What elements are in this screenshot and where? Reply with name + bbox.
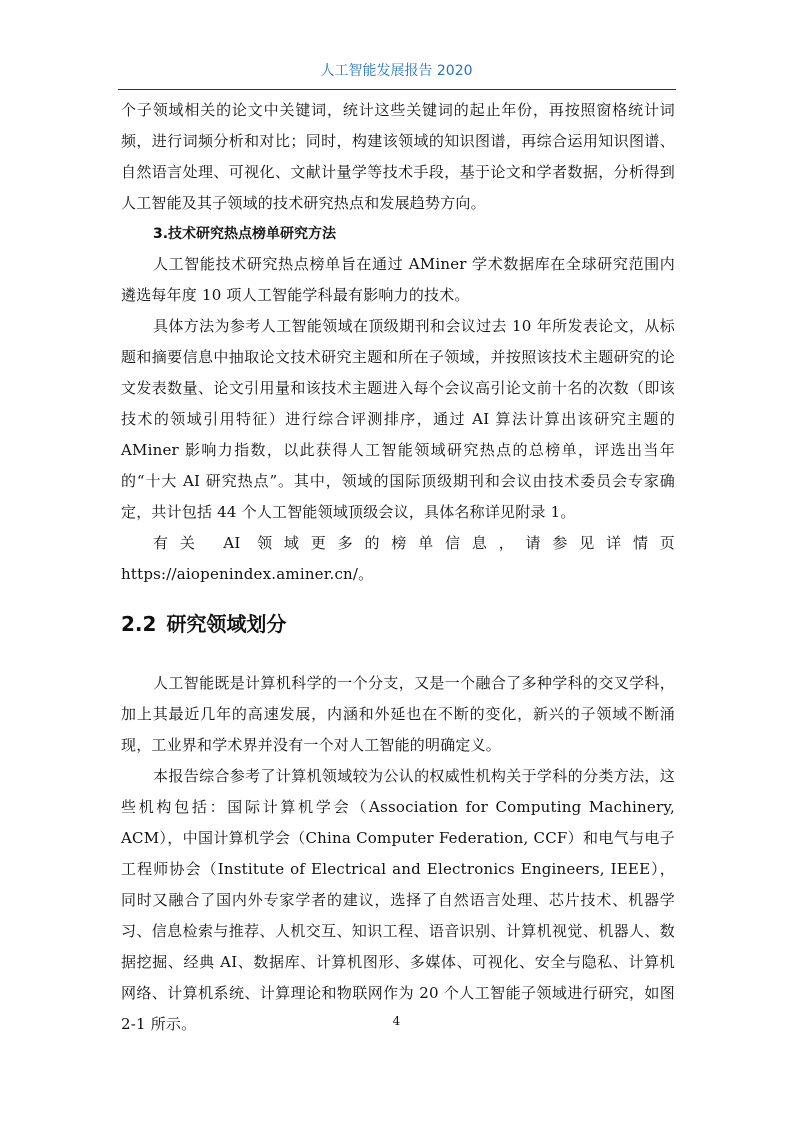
running-header-title: 人工智能发展报告 2020 xyxy=(320,63,473,79)
section-title: 研究领域划分 xyxy=(166,612,287,636)
section-heading xyxy=(121,604,675,644)
header-divider xyxy=(118,89,676,90)
page-body xyxy=(121,95,675,1040)
page-number: 4 xyxy=(392,1014,401,1028)
paragraph-more-info: 有关 AI 领域更多的榜单信息，请参见详情页 https://aiopenindex.aminer.cn/。 xyxy=(121,534,675,583)
paragraph-continued: 个子领域相关的论文中关键词，统计这些关键词的起止年份，再按照窗格统计词频，进行词频分析和对比；同时，构建该领域的知识图谱，再综合运用知识图谱、自然语言处理、可视化、文献计量学等技术手段，基于论文和学者数据，分析得到人工智能及其子领域的技术研究热点和发展趋势方向。 xyxy=(121,101,675,212)
paragraph-subfield-selection: 本报告综合参考了计算机领域较为公认的权威性机构关于学科的分类方法，这些机构包括：国际计算机学会（Association for Computing Machinery, ACM），中国计算机学会（China Computer Federation, CCF）和电气与电子工程师协会（Institute of Electrical and Electronics Engineers, IEEE），同时又融合了国内外专家学者的建议，选择了自然语言处理、芯片技术、机器学习、信息检索与推荐、人机交互、知识工程、语音识别、计算机视觉、机器人、数据挖掘、经典 AI、数据库、计算机图形、多媒体、可视化、安全与隐私、计算机网络、计算机系统、计算理论和物联网作为 20 个人工智能子领域进行研究，如图 2-1 所示。 xyxy=(121,767,675,1033)
subheading-hot-topic-method: 3.技术研究热点榜单研究方法 xyxy=(153,226,337,242)
paragraph-hot-topic-intro: 人工智能技术研究热点榜单旨在通过 AMiner 学术数据库在全球研究范围内遴选每年度 10 项人工智能学科最有影响力的技术。 xyxy=(121,255,675,304)
section-number: 2.2 xyxy=(121,612,157,636)
paragraph-method-detail: 具体方法为参考人工智能领域在顶级期刊和会议过去 10 年所发表论文，从标题和摘要信息中抽取论文技术研究主题和所在子领域，并按照该技术主题研究的论文发表数量、论文引用量和该技术主题进入每个会议高引论文前十名的次数（即该技术的领域引用特征）进行综合评测排序，通过 AI 算法计算出该研究主题的 AMiner 影响力指数，以此获得人工智能领域研究热点的总榜单，评选出当年的“十大 AI 研究热点”。其中，领域的国际顶级期刊和会议由技术委员会专家确定，共计包括 44 个人工智能领域顶级会议，具体名称详见附录 1。 xyxy=(121,317,675,521)
paragraph-ai-definition: 人工智能既是计算机科学的一个分支，又是一个融合了多种学科的交叉学科，加上其最近几年的高速发展，内涵和外延也在不断的变化，新兴的子领域不断涌现，工业界和学术界并没有一个对人工智能的明确定义。 xyxy=(121,674,675,754)
